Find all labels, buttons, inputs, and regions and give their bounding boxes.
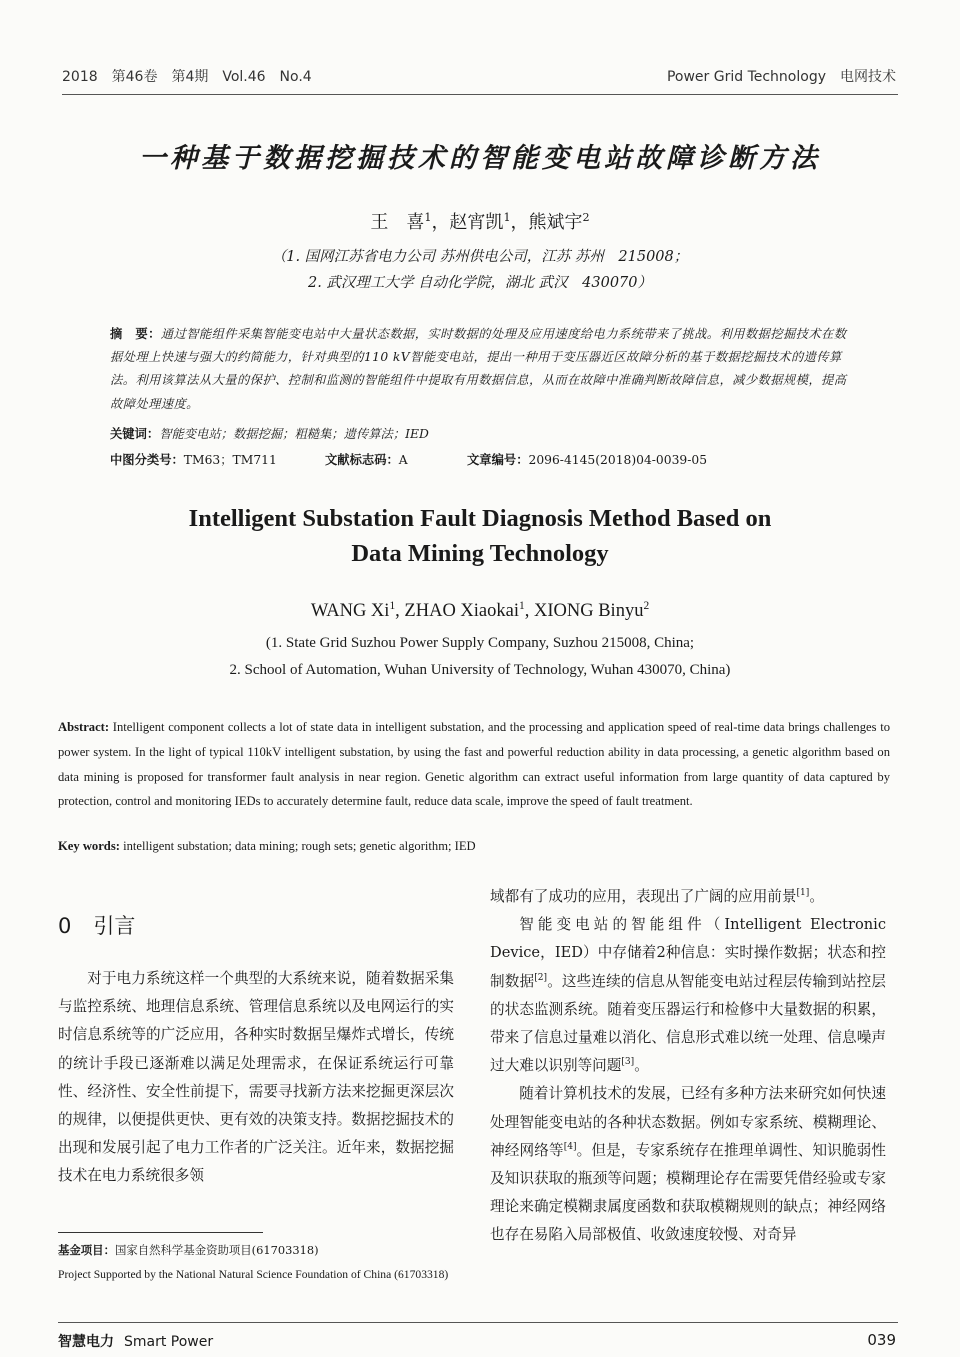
- citation: [1]: [796, 888, 810, 899]
- author-2-affil: 1: [503, 211, 511, 224]
- english-affiliation-2: 2. School of Automation, Wuhan University of Technology, Wuhan 430070, China): [229, 662, 731, 678]
- page-number: 039: [867, 1331, 896, 1349]
- english-authors: WANG Xi$^1$, ZHAO Xiaokai$^1$, XIONG Binyu$^2$: [310, 599, 650, 621]
- left-column-paragraph: 对于电力系统这样一个典型的大系统来说，随着数据采集与监控系统、地理信息系统、管理信息系统以及电网运行的实时信息系统等的广泛应用，各种实时数据呈爆炸式增长，传统的统计手段已逐渐难以满足处理需求，在保证系统运行可靠性、经济性、安全性前提下，需要寻找新方法来挖掘更深层次的规律，以便提供更快、更有效的决策支持。数据挖掘技术的出现和发展引起了电力工作者的广泛关注。近年来，数据挖掘技术在电力系统很多领: [58, 970, 454, 1185]
- chinese-abstract-label: 摘 要：: [110, 326, 161, 341]
- chinese-keywords-text: 智能变电站；数据挖掘；粗糙集；遗传算法；IED: [159, 427, 429, 441]
- english-abstract-text: Intelligent component collects a lot of state data in intelligent substation, and the processing and application speed of real-time data brings challenges to power system. In the light of typical 110kV intelligent substation, by using the fast and powerful reduction ability in data processing, a genetic algorithm based on data mining is proposed for transformer fault analysis in near region. Genetic algorithm can extract useful information from large quantity of data captured by protection, control and monitoring IEDs to accurately determine fault, reduce data scale, improve the speed of fault treatment.: [58, 720, 890, 809]
- english-affiliation-1: (1. State Grid Suzhou Power Supply Company, Suzhou 215008, China;: [265, 635, 695, 651]
- funding-english: Project Supported by the National Natural Science Foundation of China (61703318): [58, 1268, 449, 1281]
- author-1-affil: 1: [424, 211, 432, 224]
- citation: [3]: [621, 1057, 635, 1068]
- chinese-title: 一种基于数据挖掘技术的智能变电站故障诊断方法: [139, 143, 821, 174]
- author-3: ，熊斌宇: [510, 212, 583, 233]
- footer-rule: [58, 1322, 898, 1323]
- chinese-keywords-label: 关键词：: [110, 426, 160, 441]
- running-header-journal: Power Grid Technology 电网技术: [666, 69, 896, 85]
- english-keywords-label: Key words:: [58, 839, 120, 853]
- classification-number: 中图分类号：TM63；TM711: [110, 452, 277, 467]
- right-paragraph-1: 智能变电站的智能组件（Intelligent Electronic Device，IED）中存储着2种信息：实时操作数据；状态和控制数据[2]。这些连续的信息从智能变电站过程层传输到站控层的状态监测系统。随着变压器运行和检修中大量数据的积累，带来了信息过量难以消化、信息形式难以统一处理、信息噪声过大难以识别等问题[3]。: [490, 916, 886, 1075]
- chinese-abstract: [110, 322, 852, 416]
- document-code: 文献标志码：A: [325, 452, 408, 467]
- right-paragraph-2: 随着计算机技术的发展，已经有多种方法来研究如何快速处理智能变电站的各种状态数据。例如专家系统、模糊理论、神经网络等[4]。但是，专家系统存在推理单调性、知识脆弱性及知识获取的瓶颈等问题；模糊理论存在需要凭借经验或专家理论来确定模糊隶属度函数和获取模糊规则的缺点；神经网络也存在易陷入局部极值、收敛速度较慢、对奇异: [490, 1085, 886, 1244]
- citation: [4]: [563, 1141, 577, 1152]
- running-header-issue: 2018 第46卷 第4期 Vol.46 No.4: [62, 69, 312, 85]
- chinese-abstract-text: 通过智能组件采集智能变电站中大量状态数据，实时数据的处理及应用速度给电力系统带来了挑战。利用数据挖掘技术在数据处理上快速与强大的约简能力，针对典型的110 kV智能变电站，提出一种用于变压器近区故障分析的基于数据挖掘技术的遗传算法。利用该算法从大量的保护、控制和监测的智能组件中提取有用数据信息，从而在故障中准确判断故障信息，减少数据规模，提高故障处理速度。: [110, 327, 847, 411]
- section-title: 引言: [93, 914, 136, 938]
- chinese-authors: [0, 208, 960, 234]
- journal-logo: 智慧电力: [58, 1334, 114, 1350]
- author-2: ，赵宵凯: [431, 212, 504, 233]
- chinese-affiliation-2: 2. 武汉理工大学 自动化学院，湖北 武汉 430070）: [307, 275, 652, 291]
- chinese-keywords: [110, 424, 852, 442]
- english-title-line-1: Intelligent Substation Fault Diagnosis Method Based on: [188, 505, 772, 532]
- english-title: [0, 501, 960, 571]
- chinese-affiliation-1: （1. 国网江苏省电力公司 苏州供电公司，江苏 苏州 215008；: [271, 249, 689, 265]
- article-number: 文章编号：2096-4145(2018)04-0039-05: [467, 452, 708, 467]
- right-paragraph-0: 域都有了成功的应用，表现出了广阔的应用前景[1]。: [490, 888, 824, 905]
- journal-english-name: Smart Power: [124, 1334, 214, 1350]
- author-3-affil: 2: [582, 211, 590, 224]
- section-heading: [58, 910, 135, 940]
- header-rule: [62, 94, 898, 95]
- author-1: 王 喜: [370, 212, 425, 233]
- english-abstract: [58, 715, 890, 814]
- footnote-rule: [58, 1232, 263, 1233]
- english-title-line-2: Data Mining Technology: [351, 540, 609, 567]
- section-number: 0: [58, 914, 72, 938]
- footer-journal: [58, 1331, 213, 1351]
- right-column: [490, 883, 886, 1250]
- english-keywords: [58, 839, 890, 854]
- funding-chinese: 基金项目：国家自然科学基金资助项目(61703318): [58, 1243, 319, 1257]
- english-abstract-label: Abstract:: [58, 720, 110, 734]
- citation: [2]: [534, 972, 548, 983]
- english-keywords-text: intelligent substation; data mining; rough sets; genetic algorithm; IED: [123, 839, 476, 853]
